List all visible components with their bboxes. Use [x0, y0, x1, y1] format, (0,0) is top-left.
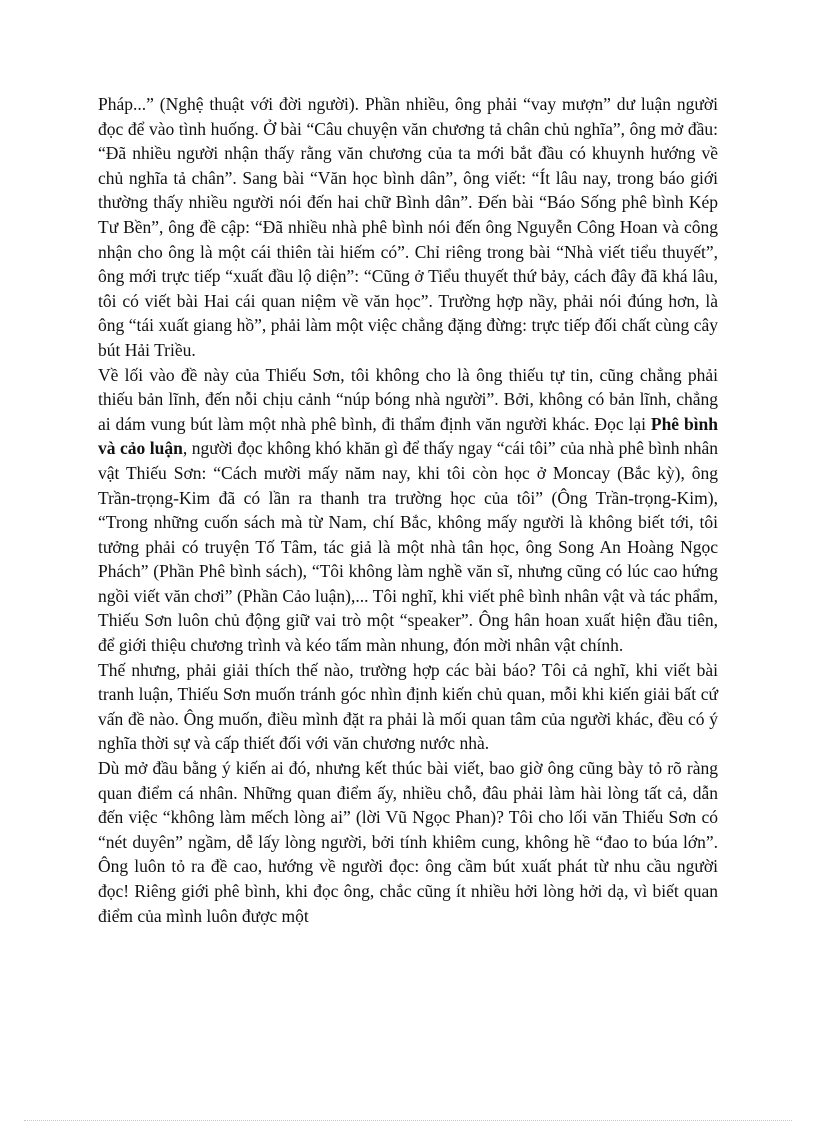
paragraph-2: [98, 363, 718, 658]
paragraph-1: [98, 92, 718, 363]
paragraph-2-text-b: , người đọc không khó khăn gì để thấy ngay “cái tôi” của nhà phê bình nhân vật Thiếu Sơn: “Cách mười mấy năm nay, khi tôi còn học ở Moncay (Bắc kỳ), ông Trần-trọng-Kim đã có lần ra thanh tra trường học của tôi” (Ông Trần-trọng-Kim), “Trong những cuốn sách mà từ Nam, chí Bắc, không mấy người là không biết tới, tôi tưởng phải có truyện Tố Tâm, tác giả là một nhà tân học, ông Song An Hoàng Ngọc Phách” (Phần Phê bình sách), “Tôi không làm nghề văn sĩ, nhưng cũng có lúc cao hứng ngồi viết văn chơi” (Phần Cảo luận),... Tôi nghĩ, khi viết phê bình nhân vật và tác phẩm, Thiếu Sơn luôn chủ động giữ vai trò một “speaker”. Ông hân hoan xuất hiện đầu tiên, để giới thiệu chương trình và kéo tấm màn nhung, đón mời nhân vật chính.: [98, 438, 718, 656]
paragraph-4-text: Dù mở đầu bằng ý kiến ai đó, nhưng kết thúc bài viết, bao giờ ông cũng bày tỏ rõ ràng quan điểm cá nhân. Những quan điểm ấy, nhiều chỗ, đâu phải làm hài lòng tất cả, dẫn đến việc “không làm mếch lòng ai” (lời Vũ Ngọc Phan)? Tôi cho lối văn Thiếu Sơn có “nét duyên” ngầm, dễ lấy lòng người, bởi tính khiêm cung, không hề “đao to búa lớn”. Ông luôn tỏ ra đề cao, hướng về người đọc: ông cầm bút xuất phát từ nhu cầu người đọc! Riêng giới phê bình, khi đọc ông, chắc cũng ít nhiều hởi lòng hởi dạ, vì biết quan điểm của mình luôn được một: [98, 758, 718, 926]
body-text: [98, 92, 718, 928]
paragraph-4: [98, 756, 718, 928]
paragraph-3: [98, 658, 718, 756]
page-bottom-divider: [24, 1120, 792, 1121]
paragraph-2-text-a: Về lối vào đề này của Thiếu Sơn, tôi không cho là ông thiếu tự tin, cũng chẳng phải thiếu bản lĩnh, đến nỗi chịu cảnh “núp bóng nhà người”. Bởi, không có bản lĩnh, chẳng ai dám vung bút làm một nhà phê bình, đi thẩm định văn người khác. Đọc lại: [98, 364, 718, 434]
paragraph-3-text: Thế nhưng, phải giải thích thế nào, trường hợp các bài báo? Tôi cả nghĩ, khi viết bài tranh luận, Thiếu Sơn muốn tránh góc nhìn định kiến chủ quan, mỗi khi kiến giải bất cứ vấn đề nào. Ông muốn, điều mình đặt ra phải là mối quan tâm của người khác, đều có ý nghĩa thời sự và cấp thiết đối với văn chương nước nhà.: [98, 659, 718, 754]
paragraph-1-text: Pháp...” (Nghệ thuật với đời người). Phần nhiều, ông phải “vay mượn” dư luận người đọc để vào tình huống. Ở bài “Câu chuyện văn chương tả chân chủ nghĩa”, ông mở đầu: “Đã nhiều người nhận thấy rằng văn chương của ta mới bắt đầu có khuynh hướng về chủ nghĩa tả chân”. Sang bài “Văn học bình dân”, ông viết: “Ít lâu nay, trong báo giới thường thấy nhiều người nói đến hai chữ Bình dân”. Đến bài “Báo Sống phê bình Kép Tư Bền”, ông đề cập: “Đã nhiều nhà phê bình nói đến ông Nguyễn Công Hoan và công nhận cho ông là một cái thiên tài hiếm có”. Chỉ riêng trong bài “Nhà viết tiểu thuyết”, ông mới trực tiếp “xuất đầu lộ diện”: “Cũng ở Tiểu thuyết thứ bảy, cách đây đã khá lâu, tôi có viết bài Hai cái quan niệm về văn học”. Trường hợp nầy, phải nói đúng hơn, là ông “tái xuất giang hồ”, phải làm một việc chẳng đặng đừng: trực tiếp đối chất cùng cây bút Hải Triều.: [98, 94, 718, 360]
book-title: Phê bình và cảo luận: [98, 413, 719, 459]
